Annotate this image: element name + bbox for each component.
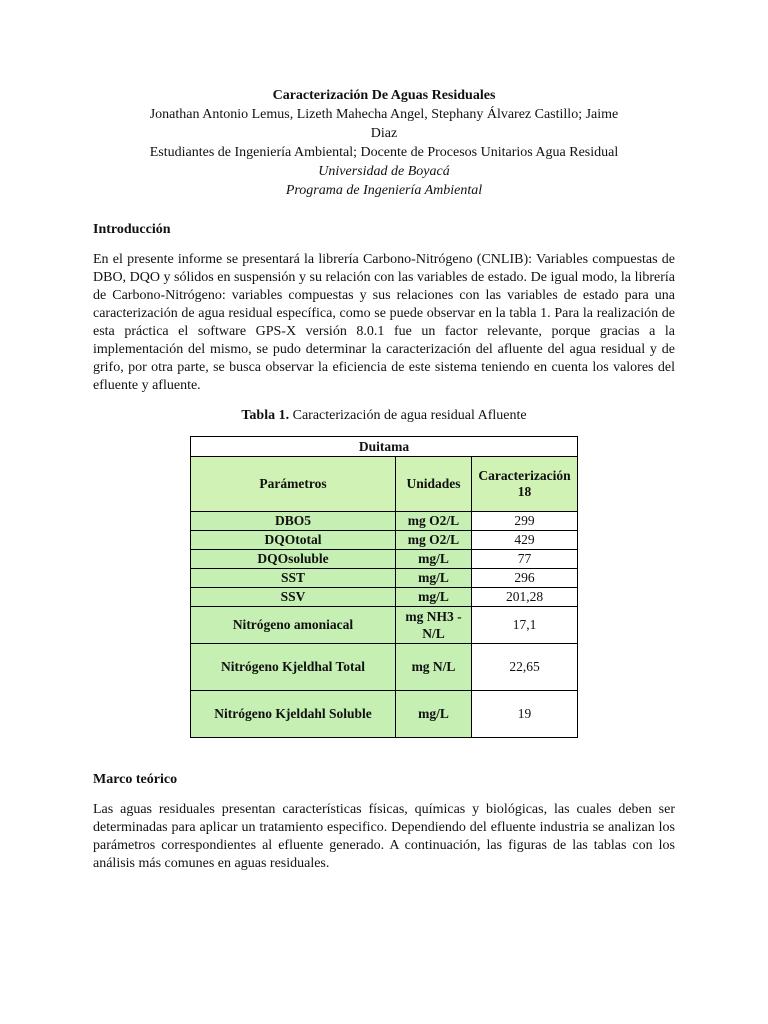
value-cell: 17,1: [472, 607, 578, 644]
table-row: [191, 607, 578, 644]
unit-cell: mg/L: [396, 569, 472, 588]
document-page: [93, 86, 675, 873]
table-row: [191, 691, 578, 738]
intro-paragraph: En el presente informe se presentará la librería Carbono-Nitrógeno (CNLIB): Variables compuestas de DBO, DQO y sólidos en suspensión y su relación con las variables de estado. De igual modo, la librería de Carbono-Nitrógeno: variables compuestas y sus relaciones con las variables de estado para una caracterización de agua residual específica, como se puede observar en la tabla 1. Para la realización de esta práctica el software GPS-X versión 8.0.1 fue un factor relevante, porque gracias a la implementación del mismo, se pudo determinar la caracterización del afluente del agua residual y de grifo, por otra parte, se busca observar la eficiencia de este sistema teniendo en cuenta los valores del efluente y afluente.: [93, 252, 675, 393]
characterization-table: [190, 436, 578, 738]
param-cell: Nitrógeno Kjeldhal Total: [191, 644, 396, 691]
table-caption-text: Caracterización de agua residual Afluente: [292, 408, 527, 423]
table-row: [191, 531, 578, 550]
table-row: [191, 569, 578, 588]
unit-cell: mg N/L: [396, 644, 472, 691]
document-title: Caracterización De Aguas Residuales: [272, 88, 496, 103]
table-row: [191, 512, 578, 531]
table-row: [191, 550, 578, 569]
param-cell: SST: [191, 569, 396, 588]
university: Universidad de Boyacá: [318, 164, 450, 179]
param-cell: Nitrógeno amoniacal: [191, 607, 396, 644]
authors-line-1: Jonathan Antonio Lemus, Lizeth Mahecha Angel, Stephany Álvarez Castillo; Jaime: [149, 107, 619, 122]
unit-cell: mg O2/L: [396, 531, 472, 550]
theory-paragraph: Las aguas residuales presentan características físicas, químicas y biológicas, las cuales deben ser determinadas para aplicar un tratamiento especifico. Dependiendo del efluente industria se analizan los parámetros correspondientes al efluente generado. A continuación, las figuras de las tablas con los análisis más comunes en aguas residuales.: [93, 802, 675, 871]
unit-cell: mg/L: [396, 550, 472, 569]
param-cell: DBO5: [191, 512, 396, 531]
header-parametros: Parámetros: [191, 457, 396, 512]
affiliation: Estudiantes de Ingeniería Ambiental; Docente de Procesos Unitarios Agua Residual: [149, 145, 619, 160]
intro-heading: Introducción: [93, 222, 171, 237]
table-row: [191, 644, 578, 691]
header-caracterizacion: Caracterización 18: [472, 457, 578, 512]
unit-cell: mg/L: [396, 691, 472, 738]
table-row: [191, 588, 578, 607]
value-cell: 22,65: [472, 644, 578, 691]
table-location: Duitama: [191, 437, 578, 457]
value-cell: 201,28: [472, 588, 578, 607]
param-cell: DQOsoluble: [191, 550, 396, 569]
value-cell: 19: [472, 691, 578, 738]
value-cell: 296: [472, 569, 578, 588]
table-caption: [93, 407, 675, 425]
param-cell: SSV: [191, 588, 396, 607]
authors-line-2: Diaz: [370, 126, 398, 141]
value-cell: 77: [472, 550, 578, 569]
table-caption-label: Tabla 1.: [241, 408, 290, 423]
unit-cell: mg O2/L: [396, 512, 472, 531]
param-cell: DQOtotal: [191, 531, 396, 550]
unit-cell: mg NH3 - N/L: [396, 607, 472, 644]
value-cell: 429: [472, 531, 578, 550]
unit-cell: mg/L: [396, 588, 472, 607]
value-cell: 299: [472, 512, 578, 531]
theory-heading: Marco teórico: [93, 772, 178, 787]
param-cell: Nitrógeno Kjeldahl Soluble: [191, 691, 396, 738]
program: Programa de Ingeniería Ambiental: [285, 183, 483, 198]
header-unidades: Unidades: [396, 457, 472, 512]
